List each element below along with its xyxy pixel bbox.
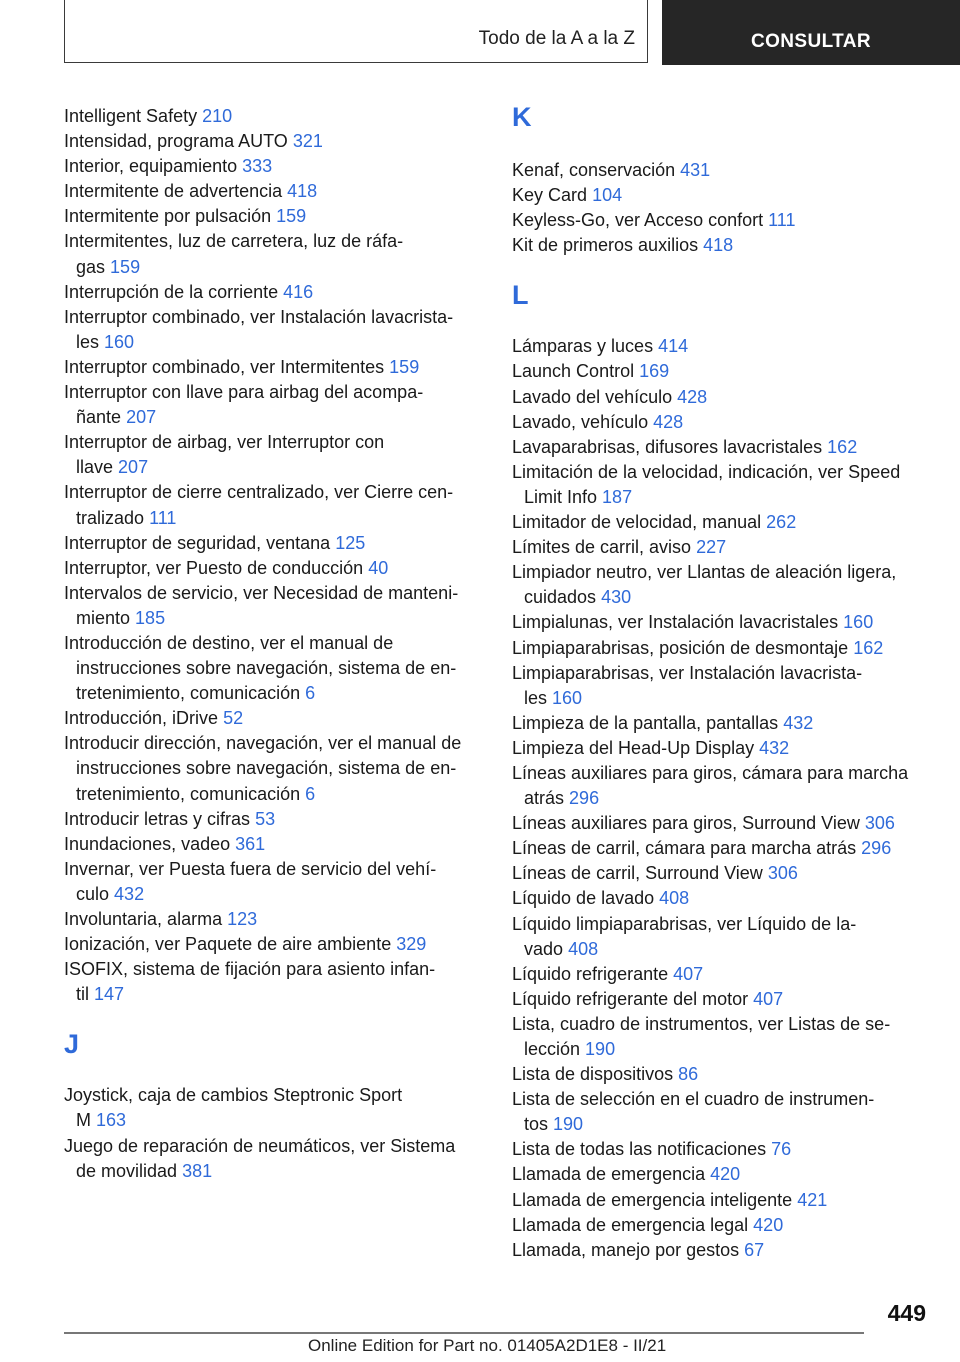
index-entry: Intervalos de servicio, ver Necesidad de manteni- miento 185 [64, 582, 459, 628]
page-reference-link[interactable]: 381 [182, 1160, 213, 1181]
page-reference-link[interactable]: 169 [639, 361, 670, 382]
page-reference-link[interactable]: 227 [696, 537, 727, 558]
index-entry: Líneas auxiliares para giros, cámara para marcha atrás 296 [512, 762, 909, 809]
index-entry: ISOFIX, sistema de fijación para asiento infan- til 147 [64, 959, 436, 1005]
page-reference-link[interactable]: 428 [677, 386, 708, 407]
index-entry: Invernar, ver Puesta fuera de servicio del vehí- culo 432 [64, 858, 437, 904]
index-entry: Llamada de emergencia 420 [512, 1164, 741, 1185]
page-reference-link[interactable]: 207 [126, 407, 157, 428]
index-entry: Líquido refrigerante del motor 407 [512, 988, 784, 1009]
index-entry: Líquido limpiaparabrisas, ver Líquido de la- vado 408 [512, 913, 857, 959]
index-entry: Interrupción de la corriente 416 [64, 281, 314, 302]
index-entry: Interior, equipamiento 333 [64, 156, 273, 177]
page-reference-link[interactable]: 67 [744, 1239, 765, 1260]
index-entry: Kit de primeros auxilios 418 [512, 235, 734, 256]
page-reference-link[interactable]: 53 [255, 808, 276, 829]
page-reference-link[interactable]: 408 [568, 938, 599, 959]
page-number: 449 [887, 1300, 926, 1326]
page-reference-link[interactable]: 163 [96, 1110, 127, 1131]
index-entry: Interruptor de cierre centralizado, ver Cierre cen- tralizado 111 [64, 482, 454, 528]
page-reference-link[interactable]: 162 [827, 436, 858, 457]
index-entry: Limpieza de la pantalla, pantallas 432 [512, 712, 814, 733]
index-entry: Kenaf, conservación 431 [512, 160, 711, 180]
index-entry: Keyless-Go, ver Acceso confort 111 [512, 210, 796, 231]
index-entry: Lista, cuadro de instrumentos, ver Listas de se- lección 190 [512, 1013, 891, 1059]
page-reference-link[interactable]: 432 [114, 883, 145, 904]
index-entry: Intermitente de advertencia 418 [64, 181, 318, 202]
index-entry: Lavado del vehículo 428 [512, 386, 708, 407]
index-entry: Intensidad, programa AUTO 321 [64, 131, 323, 152]
index-entry: Inundaciones, vadeo 361 [64, 833, 266, 854]
page-reference-link[interactable]: 418 [703, 235, 734, 256]
index-entry: Interruptor combinado, ver Intermitentes 159 [64, 356, 420, 377]
index-entry: Limitación de la velocidad, indicación, ver Speed Limit Info 187 [512, 461, 901, 507]
page-reference-link[interactable]: 321 [292, 131, 323, 152]
index-entry: Launch Control 169 [512, 361, 670, 382]
page-reference-link[interactable]: 432 [783, 712, 814, 733]
index-letter-heading: K [512, 102, 532, 132]
index-entry: Key Card 104 [512, 185, 623, 206]
index-entry: Líquido de lavado 408 [512, 888, 690, 909]
page-reference-link[interactable]: 104 [592, 185, 623, 206]
page-reference-link[interactable]: 76 [771, 1139, 792, 1160]
page-reference-link[interactable]: 296 [569, 788, 600, 809]
index-entry: Introducir dirección, navegación, ver el manual de instrucciones sobre navegación, sistema de en- tretenimiento, comunicación 6 [64, 733, 462, 804]
index-entry: Limpiador neutro, ver Llantas de aleación ligera, cuidados 430 [512, 562, 897, 608]
page-reference-link[interactable]: 361 [235, 833, 266, 854]
page-reference-link[interactable]: 185 [135, 607, 166, 628]
page-reference-link[interactable]: 414 [658, 336, 689, 357]
page-reference-link[interactable]: 6 [305, 683, 316, 704]
page-reference-link[interactable]: 262 [766, 512, 797, 533]
page-reference-link[interactable]: 210 [202, 106, 233, 126]
edition-footer: Online Edition for Part no. 01405A2D1E8 - II/21 [308, 1336, 667, 1355]
page-reference-link[interactable]: 306 [864, 813, 895, 834]
page-reference-link[interactable]: 430 [601, 587, 632, 608]
page-reference-link[interactable]: 333 [242, 156, 273, 177]
index-entry: Intermitentes, luz de carretera, luz de ráfa- gas 159 [64, 231, 404, 277]
index-entry: Líneas auxiliares para giros, Surround View 306 [512, 813, 895, 834]
index-entry: Introducir letras y cifras 53 [64, 808, 276, 829]
footer-divider [64, 1332, 864, 1334]
index-entry: Intermitente por pulsación 159 [64, 206, 307, 227]
page-reference-link[interactable]: 407 [753, 988, 784, 1009]
index-entry: Introducción de destino, ver el manual de instrucciones sobre navegación, sistema de en- tretenimiento, comunicación 6 [64, 632, 457, 704]
index-entry: Líneas de carril, Surround View 306 [512, 863, 798, 884]
index-entry: Llamada de emergencia inteligente 421 [512, 1189, 828, 1210]
index-entry: Llamada, manejo por gestos 67 [512, 1239, 765, 1260]
index-entry: Líquido refrigerante 407 [512, 963, 704, 984]
index-entry: Joystick, caja de cambios Steptronic Sport M 163 [64, 1085, 403, 1131]
page-reference-link[interactable]: 86 [678, 1064, 699, 1085]
index-entry: Lista de selección en el cuadro de instrumen- tos 190 [512, 1089, 875, 1135]
consult-tab-label: CONSULTAR [750, 31, 872, 52]
page-reference-link[interactable]: 418 [287, 181, 318, 202]
page-reference-link[interactable]: 160 [552, 687, 583, 708]
index-entry: Lavaparabrisas, difusores lavacristales 162 [512, 436, 858, 457]
page-reference-link[interactable]: 296 [861, 838, 892, 859]
index-entry: Lámparas y luces 414 [512, 336, 689, 357]
page-reference-link[interactable]: 432 [759, 737, 790, 758]
page-reference-link[interactable]: 52 [223, 708, 244, 729]
page-reference-link[interactable]: 187 [602, 486, 633, 507]
index-entry: Intelligent Safety 210 [64, 106, 233, 126]
page-reference-link[interactable]: 416 [283, 281, 314, 302]
index-column-left [64, 104, 484, 1184]
page-reference-link[interactable]: 159 [276, 206, 307, 227]
index-entry: Interruptor de airbag, ver Interruptor con llave 207 [64, 432, 385, 478]
page-reference-link[interactable]: 420 [710, 1164, 741, 1185]
index-entry: Interruptor, ver Puesto de conducción 40 [64, 557, 389, 578]
page-reference-link[interactable]: 190 [553, 1114, 584, 1135]
page-reference-link[interactable]: 162 [853, 637, 884, 658]
page-reference-link[interactable]: 160 [843, 612, 874, 633]
index-entry: Limitador de velocidad, manual 262 [512, 512, 797, 533]
page-reference-link[interactable]: 329 [396, 934, 427, 955]
index-column-right [512, 104, 927, 1263]
consult-tab[interactable] [662, 0, 960, 65]
index-entry: Lista de todas las notificaciones 76 [512, 1139, 792, 1160]
index-entry: Limpiaparabrisas, ver Instalación lavacrista- les 160 [512, 662, 863, 708]
page-reference-link[interactable]: 123 [227, 909, 258, 929]
index-entry: Interruptor con llave para airbag del acompa- ñante 207 [64, 382, 424, 428]
index-entry: Límites de carril, aviso 227 [512, 537, 727, 558]
page-reference-link[interactable]: 421 [797, 1189, 828, 1210]
page-reference-link[interactable]: 125 [335, 532, 366, 553]
index-entry: Interruptor de seguridad, ventana 125 [64, 532, 366, 553]
page-reference-link[interactable]: 407 [673, 963, 704, 984]
page-reference-link[interactable]: 190 [585, 1039, 616, 1059]
page-reference-link[interactable]: 6 [305, 783, 316, 804]
page-reference-link[interactable]: 159 [389, 356, 420, 377]
page-reference-link[interactable]: 306 [767, 863, 798, 884]
page-reference-link[interactable]: 160 [104, 331, 135, 352]
page-reference-link[interactable]: 207 [118, 457, 149, 478]
section-header-box [64, 0, 648, 63]
index-entry: Líneas de carril, cámara para marcha atrás 296 [512, 838, 892, 859]
index-letter-heading: L [512, 280, 529, 311]
index-entry: Limpialunas, ver Instalación lavacristales 160 [512, 612, 874, 633]
index-entry: Lavado, vehículo 428 [512, 411, 684, 432]
index-entry: Ionización, ver Paquete de aire ambiente 329 [64, 934, 427, 955]
page-reference-link[interactable]: 111 [768, 210, 796, 231]
index-entry: Involuntaria, alarma 123 [64, 909, 258, 929]
index-entry: Lista de dispositivos 86 [512, 1064, 699, 1085]
page-reference-link[interactable]: 159 [110, 256, 141, 277]
index-entry: Interruptor combinado, ver Instalación lavacrista- les 160 [64, 306, 454, 352]
section-label: Todo de la A a la Z [478, 28, 635, 49]
index-entry: Limpieza del Head-Up Display 432 [512, 737, 790, 758]
page-reference-link[interactable]: 40 [368, 557, 389, 578]
index-letter-heading: J [64, 1029, 80, 1060]
page-reference-link[interactable]: 111 [149, 507, 177, 528]
page-reference-link[interactable]: 420 [753, 1214, 784, 1235]
index-entry: Limpiaparabrisas, posición de desmontaje 162 [512, 637, 884, 658]
page-reference-link[interactable]: 431 [680, 160, 711, 180]
index-entry: Llamada de emergencia legal 420 [512, 1214, 784, 1235]
page-reference-link[interactable]: 147 [94, 984, 125, 1005]
page-header [0, 0, 960, 66]
page-reference-link[interactable]: 408 [659, 888, 690, 909]
page-reference-link[interactable]: 428 [653, 411, 684, 432]
index-entry: Juego de reparación de neumáticos, ver Sistema de movilidad 381 [64, 1135, 456, 1181]
index-entry: Introducción, iDrive 52 [64, 708, 244, 729]
